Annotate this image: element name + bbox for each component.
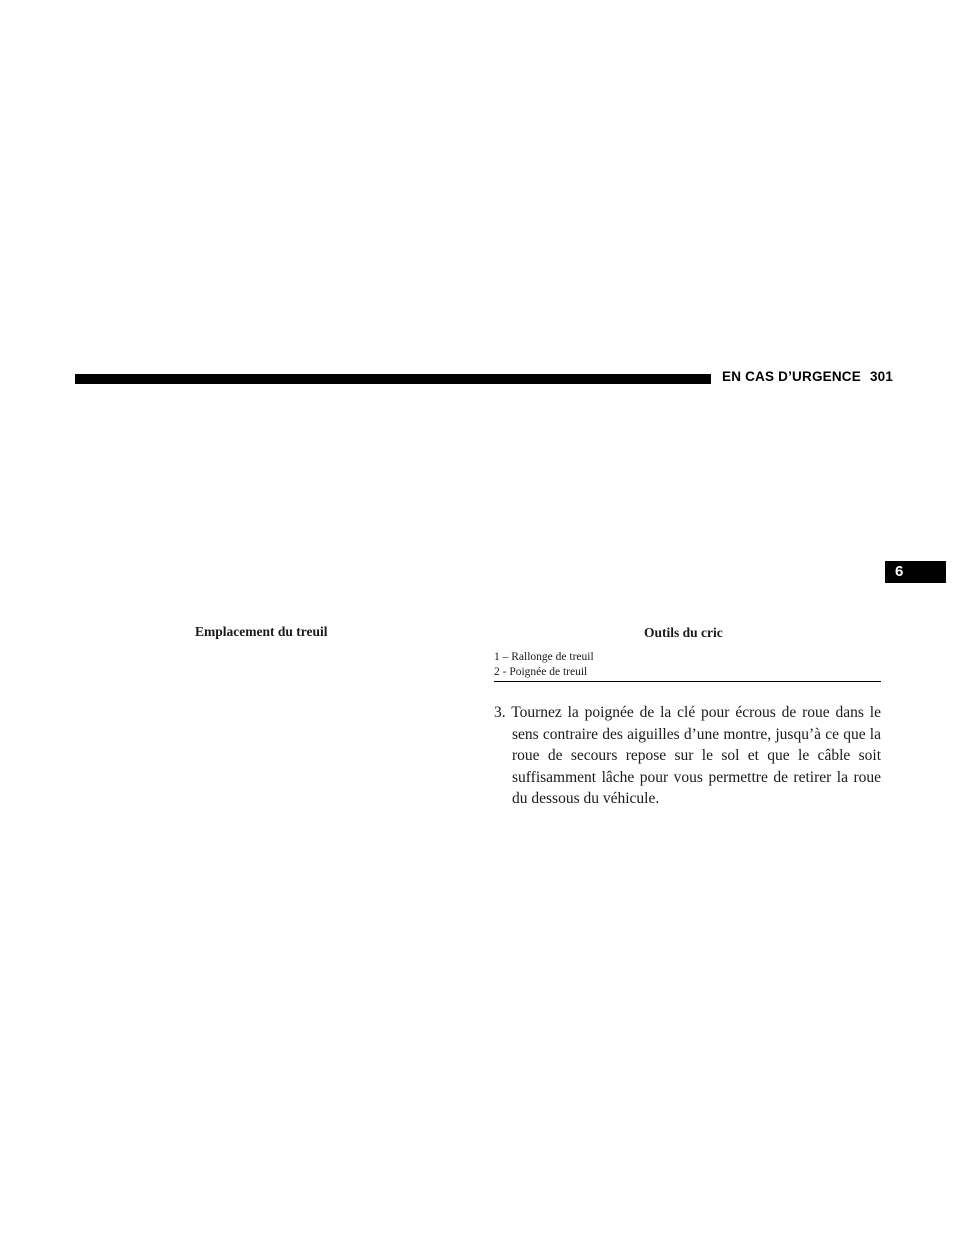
section-title: EN CAS D’URGENCE <box>722 369 861 384</box>
page-number: 301 <box>869 369 894 384</box>
figure-caption-left: Emplacement du treuil <box>195 624 328 639</box>
instruction-step-3: 3. Tournez la poignée de la clé pour écrous de roue dans le sens contraire des aiguilles d’une montre, jusqu’à ce que la roue de secours repose sur le sol et que le câble soit suffisamment lâche pour vous permettre de retirer la roue du dessous du véhicule. <box>494 704 881 807</box>
chapter-tab: 6 <box>885 561 946 583</box>
header-rule <box>75 374 711 384</box>
figure-legend <box>494 650 881 682</box>
running-header <box>722 369 893 384</box>
legend-item: 2 - Poignée de treuil <box>494 666 588 678</box>
legend-item: 1 – Rallonge de treuil <box>494 651 594 663</box>
figure-caption-right: Outils du cric <box>644 625 723 640</box>
